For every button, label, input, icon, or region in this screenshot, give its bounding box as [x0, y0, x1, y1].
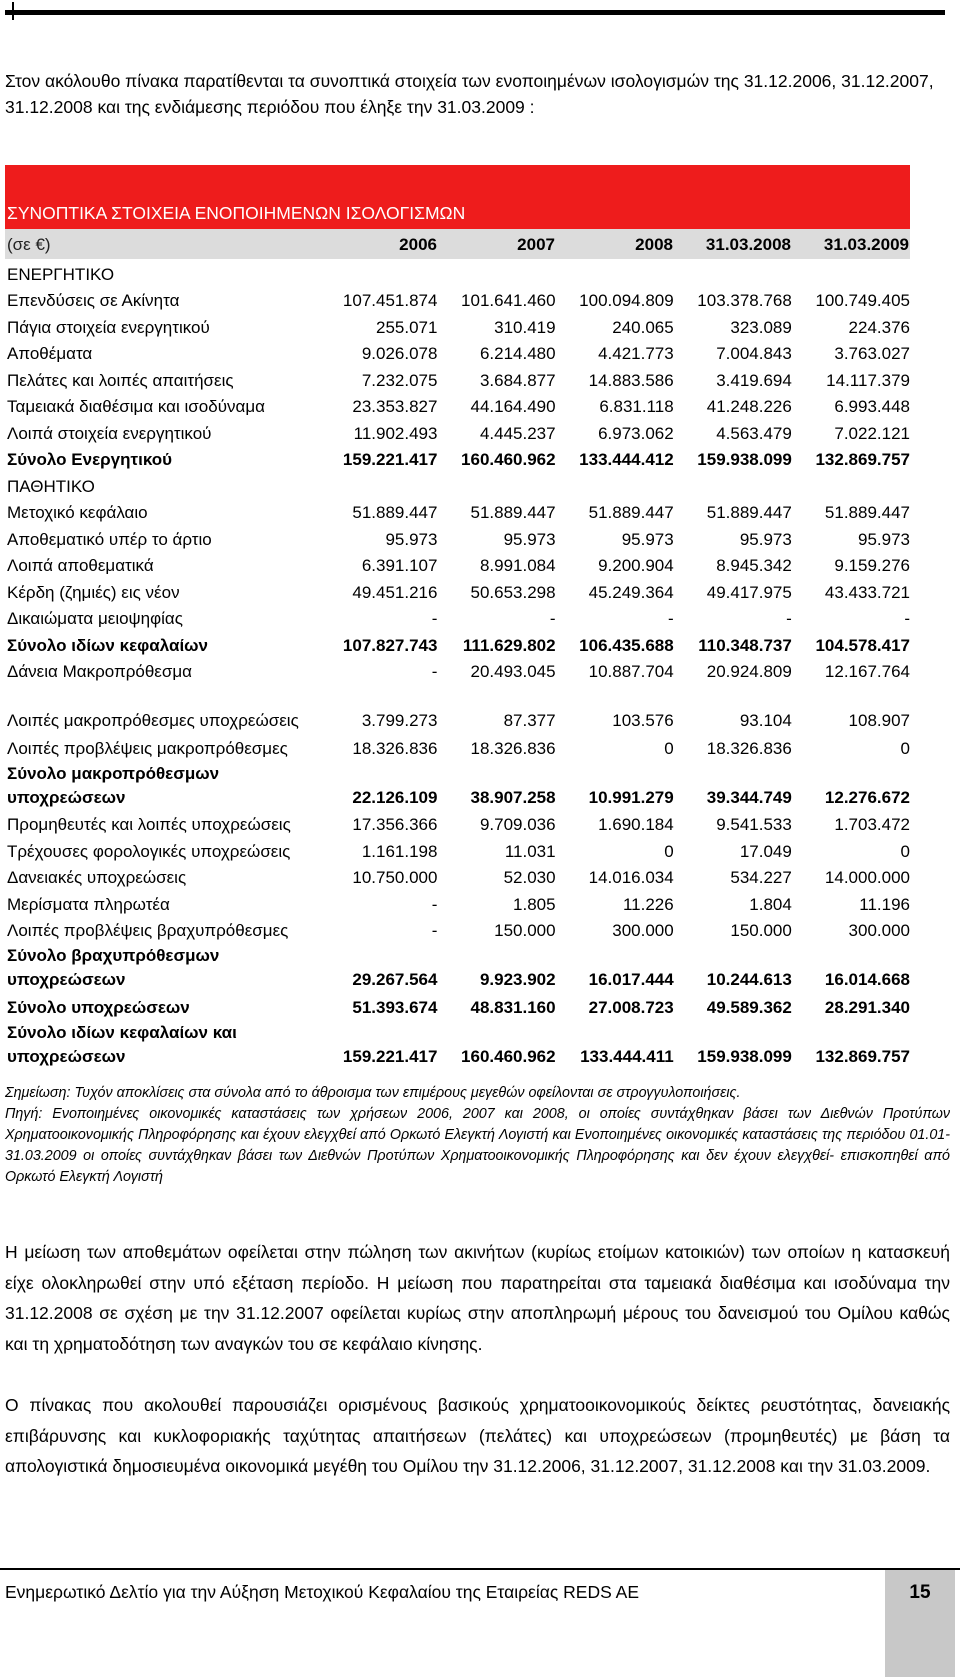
- column-header: 31.03.2009: [823, 235, 909, 254]
- cell-value: 20.493.045: [470, 662, 556, 681]
- cell-value: -: [431, 894, 438, 914]
- table-row: [5, 863, 910, 890]
- cell-value: 3.763.027: [834, 344, 910, 363]
- table-notes: [5, 1083, 950, 1188]
- cell-value: 49.589.362: [706, 997, 792, 1017]
- cell-value: -: [431, 662, 438, 681]
- table-row: [5, 551, 910, 578]
- cell-value: 7.232.075: [361, 370, 438, 390]
- cell-value: 132.869.757: [815, 1046, 910, 1066]
- table-header-row: [5, 229, 910, 259]
- cell-value: 1.690.184: [598, 815, 674, 834]
- cell-value: 159.938.099: [697, 450, 792, 469]
- cell-value: 95.973: [385, 529, 438, 549]
- cell-value: 101.641.460: [461, 291, 556, 310]
- cell-value: 255.071: [376, 317, 438, 337]
- row-label: Πάγια στοιχεία ενεργητικού: [7, 317, 210, 337]
- row-label: Λοιπές προβλέψεις βραχυπρόθεσμες: [7, 921, 289, 940]
- cell-value: 159.221.417: [342, 450, 438, 469]
- cell-value: 49.451.216: [352, 582, 438, 602]
- table-row: [5, 1019, 910, 1069]
- cell-value: 16.014.668: [824, 970, 910, 989]
- cell-value: 107.451.874: [342, 291, 438, 310]
- cell-value: 44.164.490: [470, 397, 556, 416]
- cell-value: 1.703.472: [834, 815, 910, 834]
- top-corner-mark: [12, 2, 14, 20]
- cell-value: 14.883.586: [588, 370, 674, 390]
- cell-value: 52.030: [503, 868, 556, 887]
- row-label: Λοιπά στοιχεία ενεργητικού: [7, 423, 212, 443]
- cell-value: 0: [664, 738, 674, 758]
- cell-value: 38.907.258: [470, 787, 556, 807]
- cell-value: 6.831.118: [599, 397, 674, 416]
- table-row: [5, 418, 910, 445]
- row-label: Μερίσματα πληρωτέα: [7, 894, 170, 914]
- table-row: [5, 524, 910, 551]
- page-number: 15: [909, 1582, 931, 1603]
- row-label: Δικαιώματα μειοψηφίας: [7, 609, 183, 628]
- table-row: [5, 683, 910, 733]
- table-row: [5, 760, 910, 810]
- cell-value: 51.889.447: [588, 503, 674, 522]
- cell-value: 160.460.962: [461, 1046, 556, 1066]
- table-red-band: [5, 165, 910, 197]
- cell-value: -: [431, 609, 438, 628]
- cell-value: 6.973.062: [598, 423, 674, 443]
- cell-value: 9.923.902: [479, 970, 556, 989]
- row-label: Λοιπά αποθεματικά: [7, 556, 154, 575]
- cell-value: 0: [900, 841, 910, 861]
- cell-value: -: [904, 609, 910, 628]
- row-label: Ταμειακά διαθέσιμα και ισοδύναμα: [7, 397, 265, 416]
- cell-value: 51.889.447: [352, 503, 438, 522]
- cell-value: 10.750.000: [352, 868, 438, 887]
- table-row: [5, 445, 910, 472]
- cell-value: 8.945.342: [716, 556, 792, 575]
- row-label: ΕΝΕΡΓΗΤΙΚΟ: [7, 264, 115, 284]
- cell-value: 95.973: [503, 529, 556, 549]
- cell-value: 4.421.773: [598, 344, 674, 363]
- cell-value: 100.749.405: [815, 291, 910, 310]
- cell-value: 133.444.412: [579, 450, 674, 469]
- cell-value: 17.049: [739, 841, 792, 861]
- table-row: [5, 339, 910, 366]
- table-row: [5, 916, 910, 943]
- cell-value: 111.629.802: [462, 635, 556, 655]
- cell-value: 9.200.904: [598, 556, 674, 575]
- cell-value: 159.221.417: [342, 1046, 438, 1066]
- table-row: [5, 577, 910, 604]
- cell-value: 0: [664, 841, 674, 861]
- cell-value: 18.326.836: [470, 738, 556, 758]
- row-label: ΠΑΘΗΤΙΚΟ: [7, 476, 95, 496]
- cell-value: 95.973: [621, 529, 674, 549]
- cell-value: 160.460.962: [461, 450, 556, 469]
- cell-value: 4.445.237: [479, 423, 556, 443]
- table-row: [5, 810, 910, 837]
- cell-value: 18.326.836: [706, 738, 792, 758]
- cell-value: [556, 471, 674, 498]
- cell-value: 45.249.364: [588, 582, 674, 602]
- cell-value: 1.805: [513, 894, 556, 914]
- source-note: Πηγή: Ενοποιημένες οικονομικές καταστάσεις των χρήσεων 2006, 2007 και 2008, οι οποίες συντάχθηκαν βάσει των Διεθνών Προτύπων Χρηματοοικονομικής Πληροφόρησης και έχουν ελεγχθεί από Ορκωτό Ελεγκτή Λογιστή και Ενοποιημένες οικονομικές καταστάσεις της περιόδου 01.01-31.03.2009 οι οποίες συντάχθηκαν βάσει των Διεθνών Προτύπων Χρηματοοικονομικής Πληροφόρησης και δεν έχουν ελεγχθεί- επισκοπηθεί από Ορκωτό Ελεγκτή Λογιστή: [5, 1106, 950, 1185]
- cell-value: 11.031: [504, 841, 556, 861]
- cell-value: -: [549, 609, 556, 628]
- cell-value: 150.000: [730, 921, 792, 940]
- row-label: Αποθέματα: [7, 344, 93, 363]
- row-label: Προμηθευτές και λοιπές υποχρεώσεις: [7, 815, 291, 834]
- row-label: Σύνολο Ενεργητικού: [7, 450, 173, 469]
- row-label: Αποθεματικό υπέρ το άρτιο: [7, 529, 212, 549]
- row-label: Λοιπές μακροπρόθεσμες υποχρεώσεις: [7, 711, 299, 730]
- cell-value: [329, 471, 437, 498]
- body-paragraph: Η μείωση των αποθεμάτων οφείλεται στην πώληση των ακινήτων (κυρίως ετοίμων κατοικιών) των οποίων η κατασκευή είχε ολοκληρωθεί στην υπό εξέταση περίοδο. Η μείωση που παρατηρείται στα ταμειακά διαθέσιμα και ισοδύναμα την 31.12.2008 σε σχέση με την 31.12.2007 οφείλεται κυρίως στην αποπληρωμή μέρους του δανεισμού του Ομίλου καθώς και τη χρηματοδότηση των αναγκών του σε κεφάλαιο κίνησης.: [5, 1242, 950, 1354]
- cell-value: 7.004.843: [716, 344, 792, 363]
- row-label: Λοιπές προβλέψεις μακροπρόθεσμες: [7, 738, 288, 758]
- cell-value: 7.022.121: [834, 423, 910, 443]
- cell-value: [329, 259, 437, 286]
- table-row: [5, 992, 910, 1019]
- cell-value: [792, 259, 910, 286]
- table-row: [5, 365, 910, 392]
- cell-value: 310.419: [494, 317, 556, 337]
- table-title: ΣΥΝΟΠΤΙΚΑ ΣΤΟΙΧΕΙΑ ΕΝΟΠΟΙΗΜΕΝΩΝ ΙΣΟΛΟΓΙΣΜΩΝ: [5, 197, 910, 229]
- table-row: [5, 392, 910, 419]
- cell-value: 100.094.809: [579, 291, 674, 310]
- cell-value: 0: [900, 738, 910, 758]
- table-row: [5, 498, 910, 525]
- body-paragraph: Ο πίνακας που ακολουθεί παρουσιάζει ορισμένους βασικούς χρηματοοικονομικούς δείκτες ρευστότητας, δανειακής επιβάρυνσης και κυκλοφοριακής ταχύτητας απαιτήσεων (πελάτες) και υποχρεώσεων (προμηθευτές) με βάση τα απολογιστικά δημοσιευμένα οικονομικά μεγέθη του Ομίλου την 31.12.2006, 31.12.2007, 31.12.2008 και την 31.03.2009.: [5, 1395, 950, 1476]
- cell-value: 93.104: [739, 711, 792, 730]
- cell-value: 27.008.723: [588, 997, 674, 1017]
- cell-value: 51.889.447: [824, 503, 910, 522]
- cell-value: 132.869.757: [815, 450, 910, 469]
- cell-value: 150.000: [494, 921, 556, 940]
- table-row: [5, 259, 910, 286]
- cell-value: 6.214.480: [479, 344, 556, 363]
- table-row: [5, 836, 910, 863]
- cell-value: 95.973: [739, 529, 792, 549]
- cell-value: 534.227: [730, 868, 792, 887]
- cell-value: 12.167.764: [824, 662, 910, 681]
- table-row: [5, 286, 910, 313]
- cell-value: [674, 259, 792, 286]
- cell-value: [674, 471, 792, 498]
- cell-value: 14.000.000: [824, 868, 910, 887]
- footer-text: Ενημερωτικό Δελτίο για την Αύξηση Μετοχικού Κεφαλαίου της Εταιρείας REDS AE: [5, 1582, 640, 1602]
- cell-value: 20.924.809: [706, 662, 792, 681]
- balance-sheet-table: [5, 165, 910, 1069]
- cell-value: 1.161.198: [361, 841, 438, 861]
- cell-value: [792, 471, 910, 498]
- cell-value: 39.344.749: [706, 787, 792, 807]
- top-rule: [5, 10, 945, 15]
- unit-label: (σε €): [7, 235, 51, 254]
- table-row: [5, 889, 910, 916]
- cell-value: 9.026.078: [361, 344, 438, 363]
- row-label: Τρέχουσες φορολογικές υποχρεώσεις: [7, 841, 291, 861]
- cell-value: 224.376: [848, 317, 910, 337]
- cell-value: 50.653.298: [470, 582, 556, 602]
- cell-value: 240.065: [612, 317, 674, 337]
- table-row: [5, 942, 910, 992]
- cell-value: [556, 259, 674, 286]
- cell-value: 104.578.417: [815, 635, 910, 655]
- cell-value: 95.973: [858, 529, 910, 549]
- table-row: [5, 657, 910, 684]
- cell-value: 300.000: [612, 921, 674, 940]
- cell-value: 3.799.273: [361, 711, 438, 730]
- cell-value: 323.089: [730, 317, 792, 337]
- cell-value: 51.889.447: [706, 503, 792, 522]
- cell-value: 17.356.366: [352, 815, 438, 834]
- cell-value: 3.684.877: [479, 370, 556, 390]
- table-row: [5, 604, 910, 631]
- row-label: Μετοχικό κεφάλαιο: [7, 503, 148, 522]
- table-body: [5, 259, 910, 1069]
- row-label: Επενδύσεις σε Ακίνητα: [7, 291, 180, 310]
- cell-value: 159.938.099: [697, 1046, 792, 1066]
- cell-value: 107.827.743: [342, 635, 438, 655]
- cell-value: 22.126.109: [352, 787, 438, 807]
- footer-rule: [0, 1568, 960, 1570]
- column-header: 2006: [399, 235, 437, 254]
- column-header: 31.03.2008: [705, 235, 791, 254]
- cell-value: 10.244.613: [706, 970, 792, 989]
- row-label: Πελάτες και λοιπές απαιτήσεις: [7, 370, 234, 390]
- cell-value: [437, 471, 555, 498]
- cell-value: 103.378.768: [697, 291, 792, 310]
- cell-value: 6.391.107: [361, 556, 438, 575]
- cell-value: 18.326.836: [352, 738, 438, 758]
- cell-value: [437, 259, 555, 286]
- table-row: [5, 471, 910, 498]
- row-label: Δανειακές υποχρεώσεις: [7, 868, 187, 887]
- cell-value: 9.709.036: [479, 815, 556, 834]
- cell-value: 11.226: [622, 894, 674, 914]
- cell-value: 12.276.672: [824, 787, 910, 807]
- cell-value: 10.887.704: [588, 662, 674, 681]
- cell-value: 87.377: [503, 711, 556, 730]
- row-label: Σύνολο ιδίων κεφαλαίων: [7, 635, 208, 655]
- column-header: 2007: [517, 235, 555, 254]
- cell-value: 10.991.279: [588, 787, 674, 807]
- cell-value: 106.435.688: [579, 635, 674, 655]
- cell-value: 29.267.564: [352, 970, 438, 989]
- cell-value: 4.563.479: [716, 423, 792, 443]
- cell-value: 11.196: [859, 894, 910, 914]
- cell-value: 103.576: [612, 711, 674, 730]
- cell-value: -: [668, 609, 674, 628]
- cell-value: 14.016.034: [588, 868, 674, 887]
- cell-value: 108.907: [848, 711, 910, 730]
- cell-value: 6.993.448: [834, 397, 910, 416]
- cell-value: 14.117.379: [826, 370, 910, 390]
- rounding-note: Σημείωση: Τυχόν αποκλίσεις στα σύνολα από το άθροισμα των επιμέρους μεγεθών οφείλονται σε στρογγυλοποιήσεις.: [5, 1085, 741, 1101]
- cell-value: 49.417.975: [706, 582, 792, 602]
- cell-value: 110.348.737: [698, 635, 792, 655]
- cell-value: 9.159.276: [834, 556, 910, 575]
- row-label: Σύνολο ιδίων κεφαλαίων και υποχρεώσεων: [7, 1022, 237, 1066]
- table-row: [5, 630, 910, 657]
- cell-value: 11.902.493: [353, 423, 438, 443]
- cell-value: 133.444.411: [580, 1046, 674, 1066]
- cell-value: 1.804: [749, 894, 792, 914]
- cell-value: 9.541.533: [716, 815, 792, 834]
- row-label: Σύνολο υποχρεώσεων: [7, 997, 190, 1017]
- cell-value: 43.433.721: [824, 582, 910, 602]
- cell-value: 8.991.084: [479, 556, 556, 575]
- cell-value: -: [786, 609, 792, 628]
- row-label: Κέρδη (ζημιές) εις νέον: [7, 582, 180, 602]
- cell-value: 3.419.694: [716, 370, 792, 390]
- cell-value: 300.000: [848, 921, 910, 940]
- intro-paragraph: Στον ακόλουθο πίνακα παρατίθενται τα συνοπτικά στοιχεία των ενοποιημένων ισολογισμών της 31.12.2006, 31.12.2007, 31.12.2008 και της ενδιάμεσης περιόδου που έληξε την 31.03.2009 :: [5, 71, 934, 117]
- table-row: [5, 733, 910, 760]
- cell-value: 41.248.226: [706, 397, 792, 416]
- cell-value: 51.889.447: [470, 503, 556, 522]
- cell-value: 23.353.827: [352, 397, 438, 416]
- cell-value: 51.393.674: [352, 997, 438, 1017]
- cell-value: 28.291.340: [824, 997, 910, 1017]
- column-header: 2008: [635, 235, 673, 254]
- cell-value: 48.831.160: [470, 997, 556, 1017]
- cell-value: 16.017.444: [588, 970, 674, 989]
- table-row: [5, 312, 910, 339]
- row-label: Δάνεια Μακροπρόθεσμα: [7, 662, 192, 681]
- row-label: Σύνολο βραχυπρόθεσμων υποχρεώσεων: [7, 946, 220, 989]
- row-label: Σύνολο μακροπρόθεσμων υποχρεώσεων: [7, 763, 220, 807]
- cell-value: -: [431, 921, 438, 940]
